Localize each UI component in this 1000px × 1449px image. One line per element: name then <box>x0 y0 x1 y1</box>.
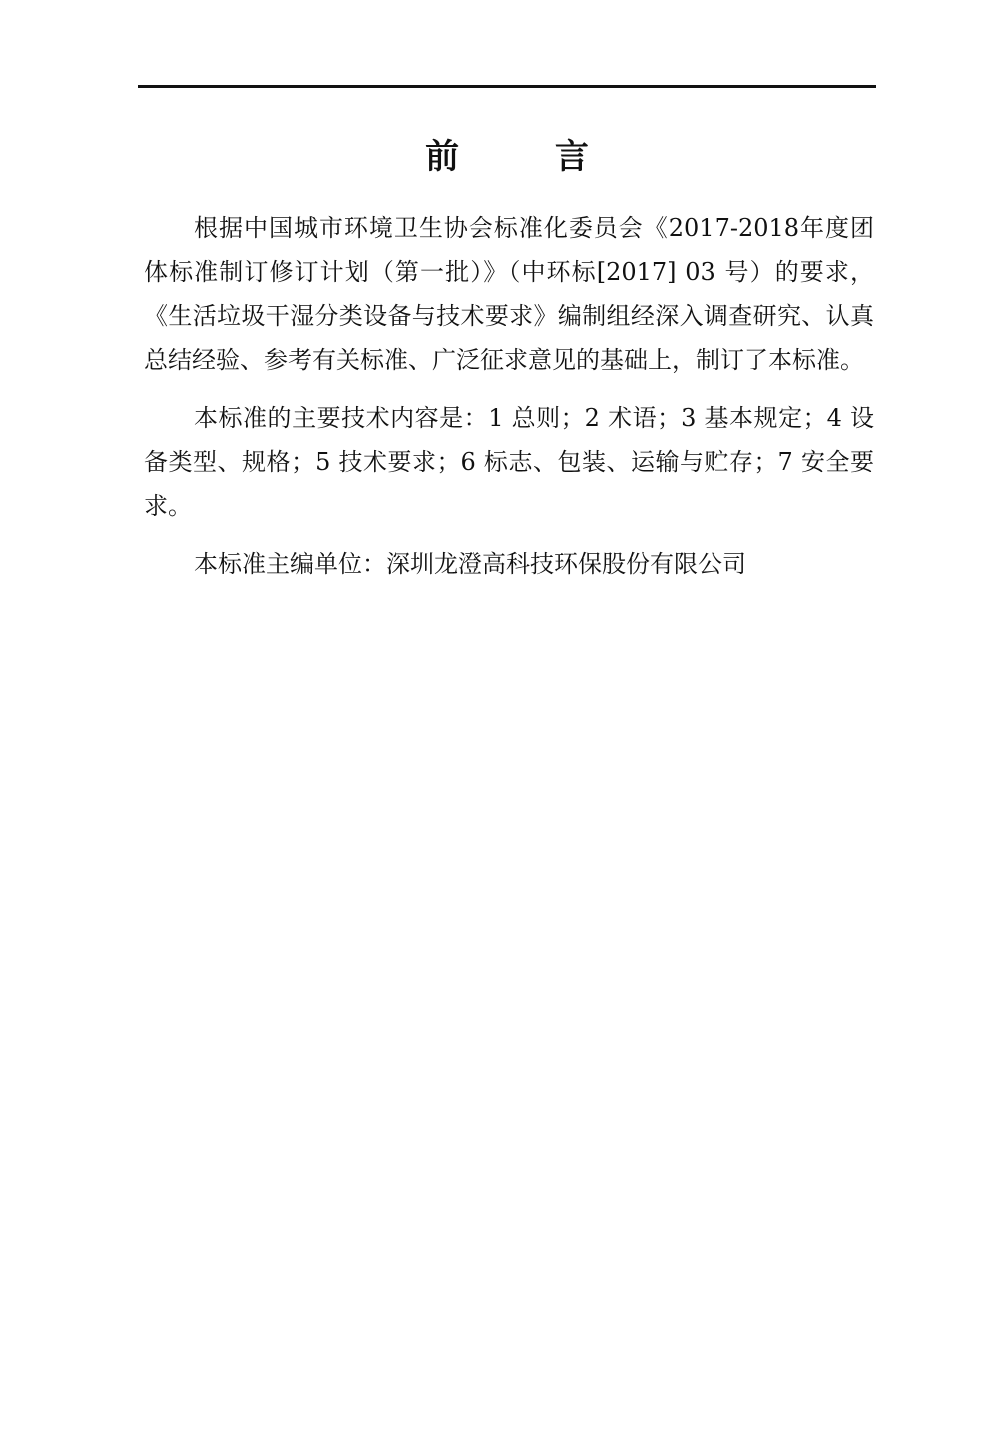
page-title: 前 言 <box>425 137 631 177</box>
paragraph-contents: 本标准的主要技术内容是：1 总则；2 术语；3 基本规定；4 设备类型、规格；5 技术要求；6 标志、包装、运输与贮存；7 安全要求。 <box>144 404 874 520</box>
paragraph-editor: 本标准主编单位：深圳龙澄高科技环保股份有限公司 <box>194 550 746 578</box>
paragraph-background: 根据中国城市环境卫生协会标准化委员会《2017-2018年度团体标准制订修订计划（第一批）》（中环标[2017] 03 号）的要求，《生活垃圾干湿分类设备与技术要求》编制组经深入调查研究、认真总结经验、参考有关标准、广泛征求意见的基础上，制订了本标准。 <box>144 214 874 374</box>
header-rule <box>138 85 876 88</box>
paragraph-gap <box>144 528 874 542</box>
paragraph-gap <box>144 382 874 396</box>
preface-body <box>144 206 874 586</box>
